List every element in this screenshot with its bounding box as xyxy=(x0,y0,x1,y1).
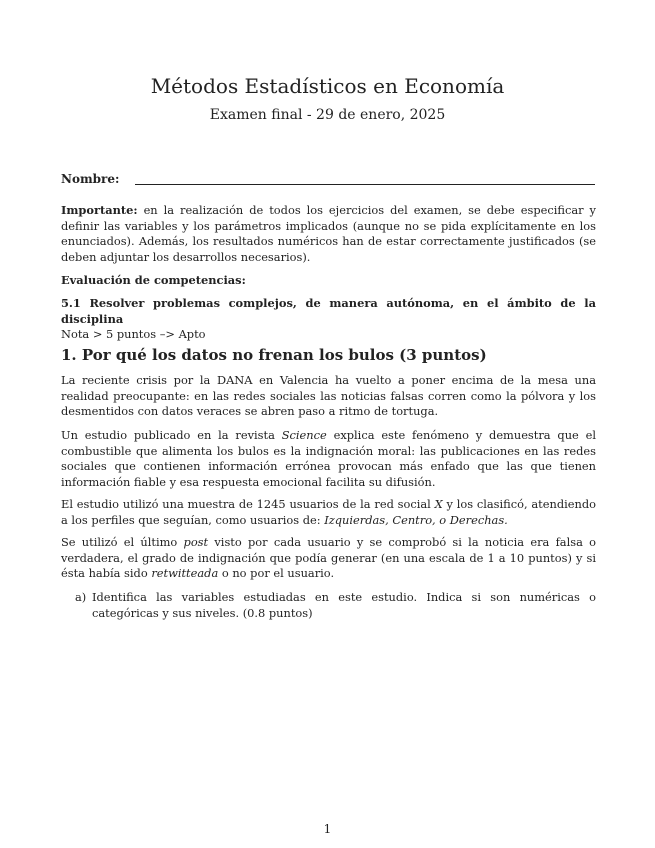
section-1-paragraph-2: Un estudio publicado en la revista Science explica este fenómeno y demuestra que el combustible que alimenta los bulos es la indignación moral: las publicaciones en las redes sociales que contienen información errónea provocan más enfado que las que tienen información fiable y esa respuesta emocional facilita su difusión. xyxy=(61,428,597,489)
competency-item xyxy=(61,296,596,343)
competencies-heading: Evaluación de competencias: xyxy=(61,273,246,287)
section-1-paragraph-3: El estudio utilizó una muestra de 1245 usuarios de la red social X y los clasificó, atendiendo a los perfiles que seguían, como usuarios de: Izquierdas, Centro, o Derechas. xyxy=(61,497,596,527)
section-1-heading: 1. Por qué los datos no frenan los bulos (3 puntos) xyxy=(61,346,487,364)
name-label: Nombre: xyxy=(61,172,120,186)
section-1-paragraph-4: Se utilizó el último post visto por cada usuario y se comprobó si la noticia era falsa o verdadera, el grado de indignación que podía generar (en una escala de 1 a 10 puntos) y si ésta había sido retwitteada o no por el usuario. xyxy=(61,535,596,580)
section-1-paragraph-1: La reciente crisis por la DANA en Valencia ha vuelto a poner encima de la mesa una realidad preocupante: en las redes sociales las noticias falsas corren como la pólvora y los desmentidos con datos veraces se abren paso a ritmo de tortuga. xyxy=(61,373,596,418)
name-field xyxy=(61,172,595,190)
important-text: en la realización de todos los ejercicios del examen, se debe especificar y definir las variables y los parámetros implicados (aunque no se pida explícitamente en los enunciados). Además, los resultados numéricos han de estar correctamente justificados (se deben adjuntar los desarrollos necesarios). xyxy=(61,203,596,264)
question-a-text: Identifica las variables estudiadas en este estudio. Indica si son numéricas o categóricas y sus niveles. (0.8 puntos) xyxy=(92,590,596,620)
important-label: Importante: xyxy=(61,203,138,217)
important-note xyxy=(61,203,596,265)
question-a-marker: a) xyxy=(75,590,87,604)
document-subtitle: Examen final - 29 de enero, 2025 xyxy=(209,107,446,123)
page-number: 1 xyxy=(323,822,332,836)
name-underline xyxy=(135,184,595,185)
competency-title: 5.1 Resolver problemas complejos, de manera autónoma, en el ámbito de la disciplina xyxy=(61,296,596,326)
grade-rule: Nota > 5 puntos –> Apto xyxy=(61,327,206,341)
document-title: Métodos Estadísticos en Economía xyxy=(150,74,505,98)
